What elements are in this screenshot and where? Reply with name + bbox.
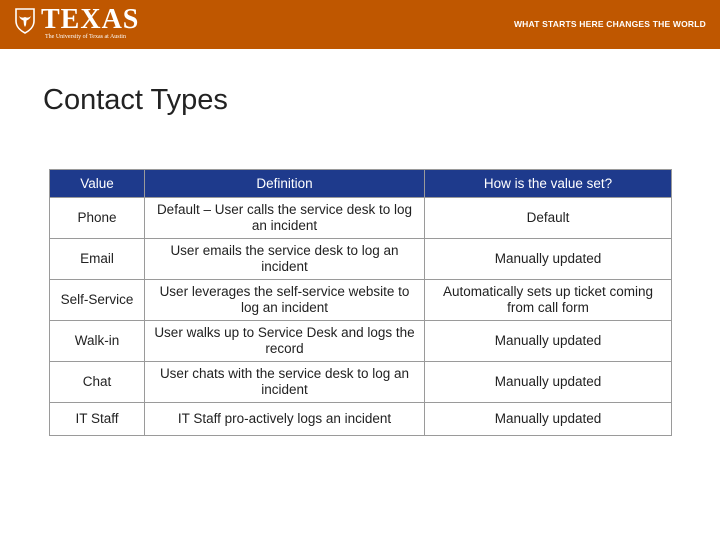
cell-definition: User leverages the self-service website to log an incident: [145, 280, 425, 321]
column-header-value: Value: [50, 170, 145, 198]
table-row: [50, 321, 672, 362]
logo-wordmark: TEXAS: [41, 4, 140, 35]
cell-how-set: Manually updated: [425, 321, 672, 362]
table-header-row: [50, 170, 672, 198]
cell-how-set: Automatically sets up ticket coming from call form: [425, 280, 672, 321]
cell-how-set: Manually updated: [425, 362, 672, 403]
table-row: [50, 280, 672, 321]
column-header-definition: Definition: [145, 170, 425, 198]
cell-value: Phone: [50, 198, 145, 239]
table-row: [50, 403, 672, 436]
cell-value: IT Staff: [50, 403, 145, 436]
cell-value: Email: [50, 239, 145, 280]
header-banner: [0, 0, 720, 49]
cell-how-set: Manually updated: [425, 403, 672, 436]
table-row: [50, 362, 672, 403]
tagline: WHAT STARTS HERE CHANGES THE WORLD: [513, 19, 706, 29]
contact-types-table-container: [49, 169, 671, 436]
logo-subtitle: The University of Texas at Austin: [45, 34, 126, 40]
cell-definition: User emails the service desk to log an incident: [145, 239, 425, 280]
cell-value: Chat: [50, 362, 145, 403]
university-logo: [14, 6, 144, 44]
cell-how-set: Default: [425, 198, 672, 239]
cell-value: Self-Service: [50, 280, 145, 321]
longhorn-seal-icon: [14, 8, 36, 34]
cell-value: Walk-in: [50, 321, 145, 362]
table-row: [50, 239, 672, 280]
cell-definition: Default – User calls the service desk to log an incident: [145, 198, 425, 239]
cell-definition: IT Staff pro-actively logs an incident: [145, 403, 425, 436]
column-header-how-set: How is the value set?: [425, 170, 672, 198]
page-title: Contact Types: [43, 84, 228, 116]
cell-definition: User chats with the service desk to log an incident: [145, 362, 425, 403]
cell-how-set: Manually updated: [425, 239, 672, 280]
table-row: [50, 198, 672, 239]
cell-definition: User walks up to Service Desk and logs the record: [145, 321, 425, 362]
contact-types-table: [49, 169, 672, 436]
